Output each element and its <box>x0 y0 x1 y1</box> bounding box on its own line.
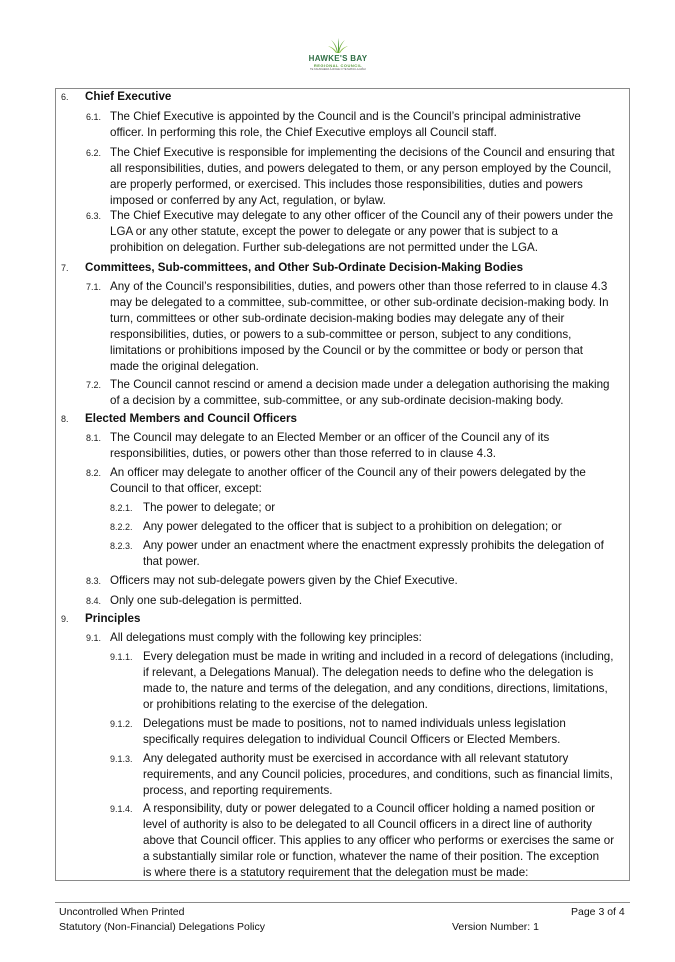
clause-number: 8.3. <box>86 576 102 586</box>
council-logo <box>295 38 381 80</box>
clause-number: 8.2. <box>86 468 102 478</box>
clause-number: 7.2. <box>86 380 102 390</box>
clause-line: imposed or conferred by any Act, regulation, or bylaw. <box>110 194 386 207</box>
clause-number: 9.1.3. <box>110 754 133 764</box>
footer-policy-title: Statutory (Non-Financial) Delegations Policy <box>59 921 266 933</box>
clause-line: or prohibitions relating to the exercise of the delegation. <box>143 698 428 711</box>
clause-line: a substantially similar role or function, whatever the name of their position. The exception <box>143 850 600 863</box>
clause-line: LGA or any other statute, except the power to delegate or any power that is subject to a <box>110 225 558 238</box>
clause-line: if relevant, a Delegations Manual). The delegation needs to define who the delegation is <box>143 666 594 679</box>
clause-line: The Chief Executive may delegate to any other officer of the Council any of their powers under the <box>110 209 614 222</box>
clause-line: limitations or prohibitions imposed by the Council or by the committee or body or person that <box>110 344 584 357</box>
clause-line: All delegations must comply with the following key principles: <box>110 631 422 644</box>
clause-line: process, and reporting requirements. <box>143 784 333 797</box>
clause-line: specifically requires delegation to individual Council Officers or Elected Members. <box>143 733 561 746</box>
clause-number: 6.3. <box>86 211 102 221</box>
clause-line: The power to delegate; or <box>143 501 276 514</box>
logo-title: HAWKE'S BAY <box>308 54 368 63</box>
clause-number: 6.1. <box>86 112 102 122</box>
clause-line: Any power delegated to the officer that is subject to a prohibition on delegation; or <box>143 520 562 533</box>
clause-number: 9.1.2. <box>110 719 133 729</box>
clause-line: Any delegated authority must be exercised in accordance with all relevant statutory <box>143 752 569 765</box>
section-number: 9. <box>61 614 69 624</box>
footer-divider <box>55 902 630 903</box>
clause-line: responsibilities, duties, or powers to a sub-committee or person, subject to any conditions, <box>110 328 572 341</box>
leaf-logo-icon <box>327 38 349 54</box>
clause-number: 8.4. <box>86 596 102 606</box>
footer-version: Version Number: 1 <box>452 921 539 933</box>
section-number: 6. <box>61 92 69 102</box>
clause-number: 9.1. <box>86 633 102 643</box>
section-heading-committees: Committees, Sub-committees, and Other Sub-Ordinate Decision-Making Bodies <box>85 261 524 274</box>
clause-line: Any of the Council’s responsibilities, duties, and powers other than those referred to in clause 4.3 <box>110 280 608 293</box>
clause-line: made the original delegation. <box>110 360 259 373</box>
clause-line: Any power under an enactment where the enactment expressly prohibits the delegation of <box>143 539 604 552</box>
clause-line: requirements, and any Council policies, procedures, and conditions, such as financial limits, <box>143 768 613 781</box>
clause-line: is where there is a statutory requirement that the delegation must be made: <box>143 866 529 879</box>
clause-line: A responsibility, duty or power delegated to a Council officer holding a named position or <box>143 802 595 815</box>
clause-line: Only one sub-delegation is permitted. <box>110 594 303 607</box>
section-heading-principles: Principles <box>85 612 141 625</box>
section-heading-elected-members: Elected Members and Council Officers <box>85 412 297 425</box>
clause-line: Delegations must be made to positions, not to named individuals unless legislation <box>143 717 566 730</box>
clause-number: 9.1.4. <box>110 804 133 814</box>
clause-line: responsibilities, duties, or powers other than those referred to in clause 4.3. <box>110 447 497 460</box>
clause-number: 9.1.1. <box>110 652 133 662</box>
clause-number: 7.1. <box>86 282 102 292</box>
section-number: 8. <box>61 414 69 424</box>
clause-line: Council to that officer, except: <box>110 482 262 495</box>
footer-uncontrolled: Uncontrolled When Printed <box>59 906 185 918</box>
logo-subtitle: REGIONAL COUNCIL <box>313 63 363 68</box>
section-heading-chief-executive: Chief Executive <box>85 90 172 103</box>
clause-line: The Chief Executive is responsible for implementing the decisions of the Council and ensuring that <box>110 146 615 159</box>
clause-line: Officers may not sub-delegate powers given by the Chief Executive. <box>110 574 458 587</box>
clause-line: The Council may delegate to an Elected Member or an officer of the Council any of its <box>110 431 550 444</box>
clause-line: all responsibilities, duties, and powers delegated to them, or any person employed by the Council, <box>110 162 612 175</box>
clause-line: Every delegation must be made in writing and included in a record of delegations (including, <box>143 650 614 663</box>
clause-line: above that Council officer. This applies to any officer who performs or exercises the same or <box>143 834 615 847</box>
clause-line: are properly performed, or exercised. This includes those responsibilities, duties and powers <box>110 178 583 191</box>
footer-page-number: Page 3 of 4 <box>571 906 625 918</box>
clause-line: level of authority is also to be delegated to all Council officers in a direct line of authority <box>143 818 592 831</box>
clause-number: 8.2.3. <box>110 541 133 551</box>
clause-line: The Chief Executive is appointed by the Council and is the Council’s principal administrative <box>110 110 581 123</box>
clause-number: 8.1. <box>86 433 102 443</box>
clause-line: officer. In performing this role, the Chief Executive employs all Council staff. <box>110 126 497 139</box>
clause-line: An officer may delegate to another officer of the Council any of their powers delegated by the <box>110 466 586 479</box>
section-number: 7. <box>61 263 69 273</box>
clause-line: turn, committees or other sub-ordinate decision-making bodies may delegate any of their <box>110 312 565 325</box>
clause-number: 8.2.2. <box>110 522 133 532</box>
clause-line: made to, the nature and terms of the delegation, and any conditions, directions, limitations, <box>143 682 608 695</box>
clause-line: of a decision by a committee, sub-committee, or any sub-ordinate decision-making body. <box>110 394 564 407</box>
clause-line: may be delegated to a committee, sub-committee, or other sub-ordinate decision-making body. In <box>110 296 609 309</box>
clause-number: 8.2.1. <box>110 503 133 513</box>
clause-line: The Council cannot rescind or amend a decision made under a delegation authorising the making <box>110 378 610 391</box>
clause-line: prohibition on delegation. Further sub-delegations are not permitted under the LGA. <box>110 241 538 254</box>
clause-line: that power. <box>143 555 200 568</box>
logo-tagline: TE KAUNIHERA Ā-ROHE O TE MATAU-A-MĀUI <box>310 68 366 71</box>
clause-number: 6.2. <box>86 148 102 158</box>
